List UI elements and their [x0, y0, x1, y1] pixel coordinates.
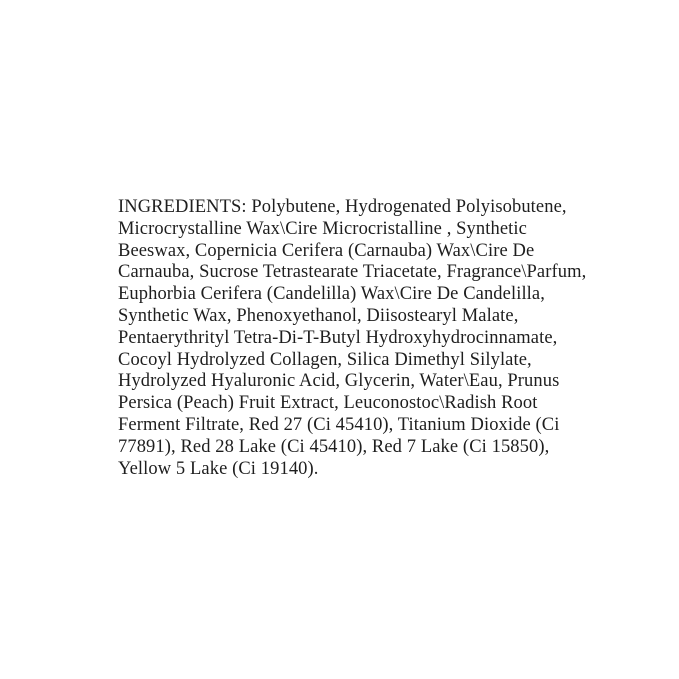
ingredients-line: Pentaerythrityl Tetra-Di-T-Butyl Hydroxyhydrocinnamate, — [118, 327, 558, 348]
ingredients-line: Beeswax, Copernicia Cerifera (Carnauba) Wax\Cire De — [118, 240, 535, 261]
ingredients-text-block — [118, 197, 596, 480]
ingredients-line: Yellow 5 Lake (Ci 19140). — [118, 458, 319, 479]
ingredients-line: Carnauba, Sucrose Tetrastearate Triacetate, Fragrance\Parfum, — [118, 262, 587, 283]
ingredients-line: 77891), Red 28 Lake (Ci 45410), Red 7 Lake (Ci 15850), — [118, 436, 550, 457]
ingredients-line: Synthetic Wax, Phenoxyethanol, Diisostearyl Malate, — [118, 305, 519, 326]
ingredients-line: Persica (Peach) Fruit Extract, Leuconostoc\Radish Root — [118, 393, 538, 414]
ingredients-line: INGREDIENTS: Polybutene, Hydrogenated Polyisobutene, — [118, 197, 567, 217]
ingredients-line: Ferment Filtrate, Red 27 (Ci 45410), Titanium Dioxide (Ci — [118, 414, 560, 435]
ingredients-line: Euphorbia Cerifera (Candelilla) Wax\Cire De Candelilla, — [118, 284, 545, 305]
ingredients-line: Cocoyl Hydrolyzed Collagen, Silica Dimethyl Silylate, — [118, 349, 532, 370]
ingredients-line: Hydrolyzed Hyaluronic Acid, Glycerin, Water\Eau, Prunus — [118, 371, 560, 392]
ingredients-line: Microcrystalline Wax\Cire Microcristalline , Synthetic — [118, 218, 527, 239]
